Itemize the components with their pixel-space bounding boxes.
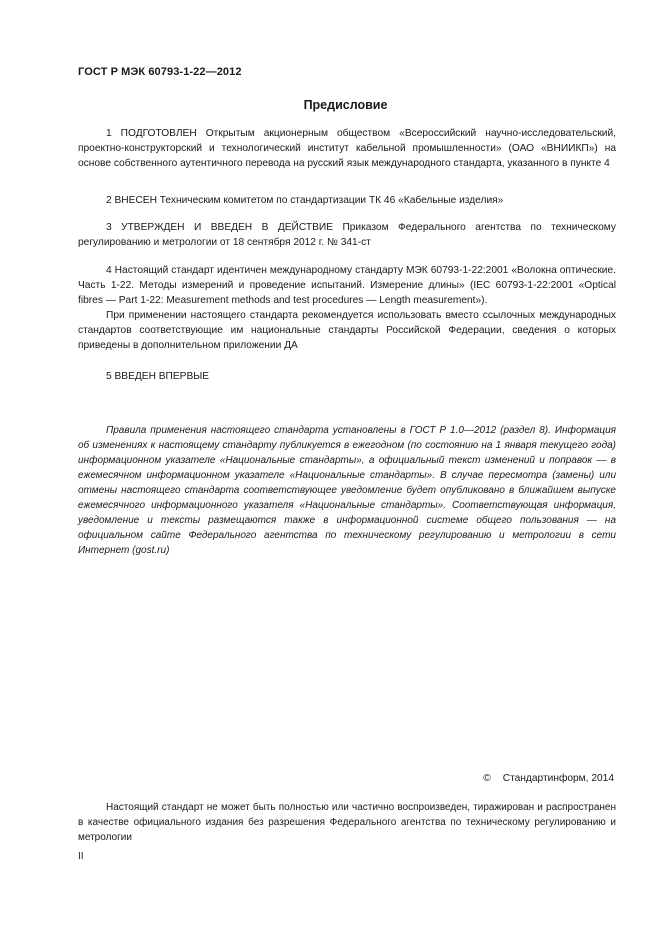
document-code-header: ГОСТ Р МЭК 60793-1-22—2012 bbox=[78, 66, 242, 78]
section-3 bbox=[78, 220, 616, 250]
page-number: II bbox=[78, 851, 84, 862]
section-4-note: При применении настоящего стандарта рекомендуется использовать вместо ссылочных международных стандартов соответствующие им национальные стандарты Российской Федерации, сведения о которых приведены в дополнительном приложении ДА bbox=[78, 310, 616, 351]
section-5-text: 5 ВВЕДЕН ВПЕРВЫЕ bbox=[106, 371, 210, 382]
reproduction-notice-text: Настоящий стандарт не может быть полностью или частично воспроизведен, тиражирован и распространен в качестве официального издания без разрешения Федерального агентства по техническому регулированию и метрологии bbox=[78, 802, 616, 843]
section-2 bbox=[78, 193, 616, 208]
copyright-text: Стандартинформ, 2014 bbox=[502, 773, 614, 784]
section-2-text: 2 ВНЕСЕН Техническим комитетом по стандартизации ТК 46 «Кабельные изделия» bbox=[106, 195, 504, 206]
application-notice bbox=[78, 423, 616, 558]
section-1-text: 1 ПОДГОТОВЛЕН Открытым акционерным обществом «Всероссийский научно-исследовательский, проектно-конструкторский и технологический институт кабельной промышленности» (ОАО «ВНИИКП») на основе собственного аутентичного перевода на русский язык международного стандарта, указанного в пункте 4 bbox=[78, 128, 616, 169]
reproduction-notice bbox=[78, 800, 616, 845]
page-title: Предисловие bbox=[303, 98, 388, 112]
section-5 bbox=[78, 369, 616, 384]
section-4 bbox=[78, 263, 616, 353]
section-3-text: 3 УТВЕРЖДЕН И ВВЕДЕН В ДЕЙСТВИЕ Приказом Федерального агентства по техническому регулированию и метрологии от 18 сентября 2012 г. № 341-ст bbox=[78, 222, 616, 248]
copyright-line bbox=[483, 773, 614, 784]
section-1 bbox=[78, 126, 616, 171]
application-notice-text: Правила применения настоящего стандарта установлены в ГОСТ Р 1.0—2012 (раздел 8). Информация об изменениях к настоящему стандарту публикуется в ежегодном (по состоянию на 1 января текущего года) информационном указателе «Национальные стандарты», а официальный текст изменений и поправок — в ежемесячном информационном указателе «Национальные стандарты». В случае пересмотра (замены) или отмены настоящего стандарта соответствующее уведомление будет опубликовано в ближайшем выпуске ежемесячного информационного указателя «Национальные стандарты». Соответствующая информация, уведомление и тексты размещаются также в информационной системе общего пользования — на официальном сайте Федерального агентства по техническому регулированию и метрологии в сети Интернет (gost.ru) bbox=[78, 425, 616, 556]
copyright-icon: © bbox=[483, 773, 491, 784]
section-4-text: 4 Настоящий стандарт идентичен международному стандарту МЭК 60793-1-22:2001 «Волокна оптические. Часть 1-22. Методы измерений и проведение испытаний. Измерение длины» (IEC 60793-1-22:2001 «Optical fibres — Part 1-22: Measurement methods and test procedures — Length measurement»). bbox=[78, 265, 616, 306]
